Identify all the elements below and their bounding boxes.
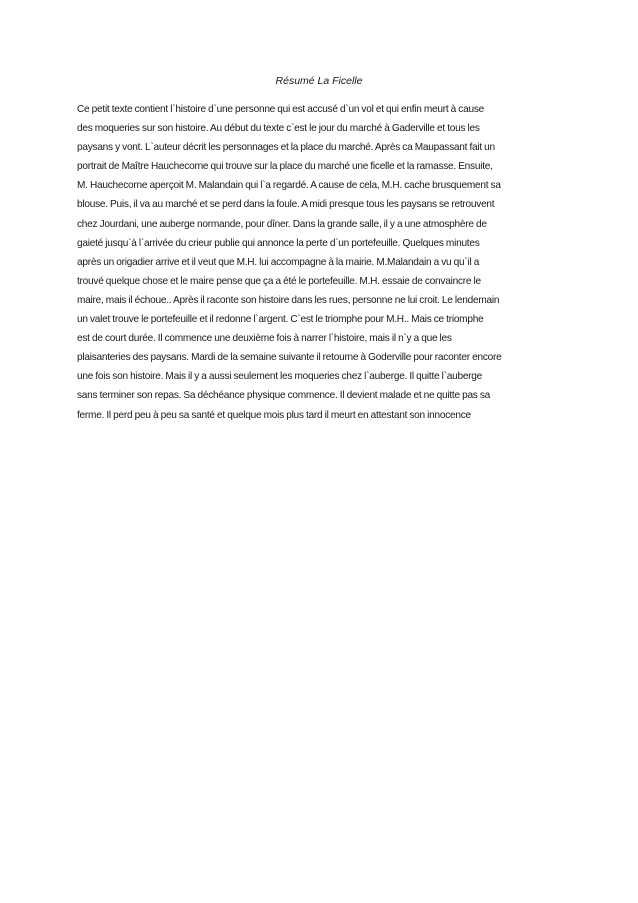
body-line: un valet trouve le portefeuille et il redonne l`argent. C`est le triomphe pour M.H.. Mais ce triomphe xyxy=(77,314,484,326)
body-line: paysans y vont. L`auteur décrit les personnages et la place du marché. Après ca Maupassant fait un xyxy=(77,142,495,154)
body-line: une fois son histoire. Mais il y a aussi seulement les moqueries chez l`auberge. Il quitte l`auberge xyxy=(77,371,483,383)
body-line: plaisanteries des paysans. Mardi de la semaine suivante il retourne à Goderville pour raconter encore xyxy=(77,352,502,364)
body-line: ferme. Il perd peu à peu sa santé et quelque mois plus tard il meurt en attestant son innocence xyxy=(77,409,471,421)
body-line: maire, mais il échoue.. Après il raconte son histoire dans les rues, personne ne lui croit. Le lendemain xyxy=(77,294,500,306)
body-line: gaieté jusqu`à l`arrivée du crieur publie qui annonce la perte d`un portefeuille. Quelques minutes xyxy=(77,237,480,249)
body-line: blouse. Puis, il va au marché et se perd dans la foule. A midi presque tous les paysans se retrouvent xyxy=(77,199,495,211)
document-body xyxy=(77,100,567,425)
body-line: Ce petit texte contient l`histoire d`une personne qui est accusé d`un vol et qui enfin meurt à cause xyxy=(77,104,484,115)
body-line: après un origadier arrive et il veut que M.H. lui accompagne à la mairie. M.Malandain a vu qu`il a xyxy=(77,256,480,268)
body-line: trouvé quelque chose et le maire pense que ça a été le portefeuille. M.H. essaie de convaincre le xyxy=(77,275,481,287)
body-line: des moqueries sur son histoire. Au début du texte c`est le jour du marché à Gaderville et tous les xyxy=(77,123,480,135)
body-line: chez Jourdani, une auberge normande, pour dîner. Dans la grande salle, il y a une atmosphère de xyxy=(77,218,487,230)
body-line: sans terminer son repas. Sa déchéance physique commence. Il devient malade et ne quitte pas sa xyxy=(77,390,491,402)
body-line: portrait de Maître Hauchecorne qui trouve sur la place du marché une ficelle et la ramasse. Ensuite, xyxy=(77,161,493,173)
body-line: est de court durée. Il commence une deuxième fois à narrer l`histoire, mais il n`y a que les xyxy=(77,333,452,345)
document-title: Résumé La Ficelle xyxy=(275,75,363,87)
body-line: M. Hauchecorne aperçoit M. Malandain qui l`a regardé. A cause de cela, M.H. cache brusquement sa xyxy=(77,180,501,192)
